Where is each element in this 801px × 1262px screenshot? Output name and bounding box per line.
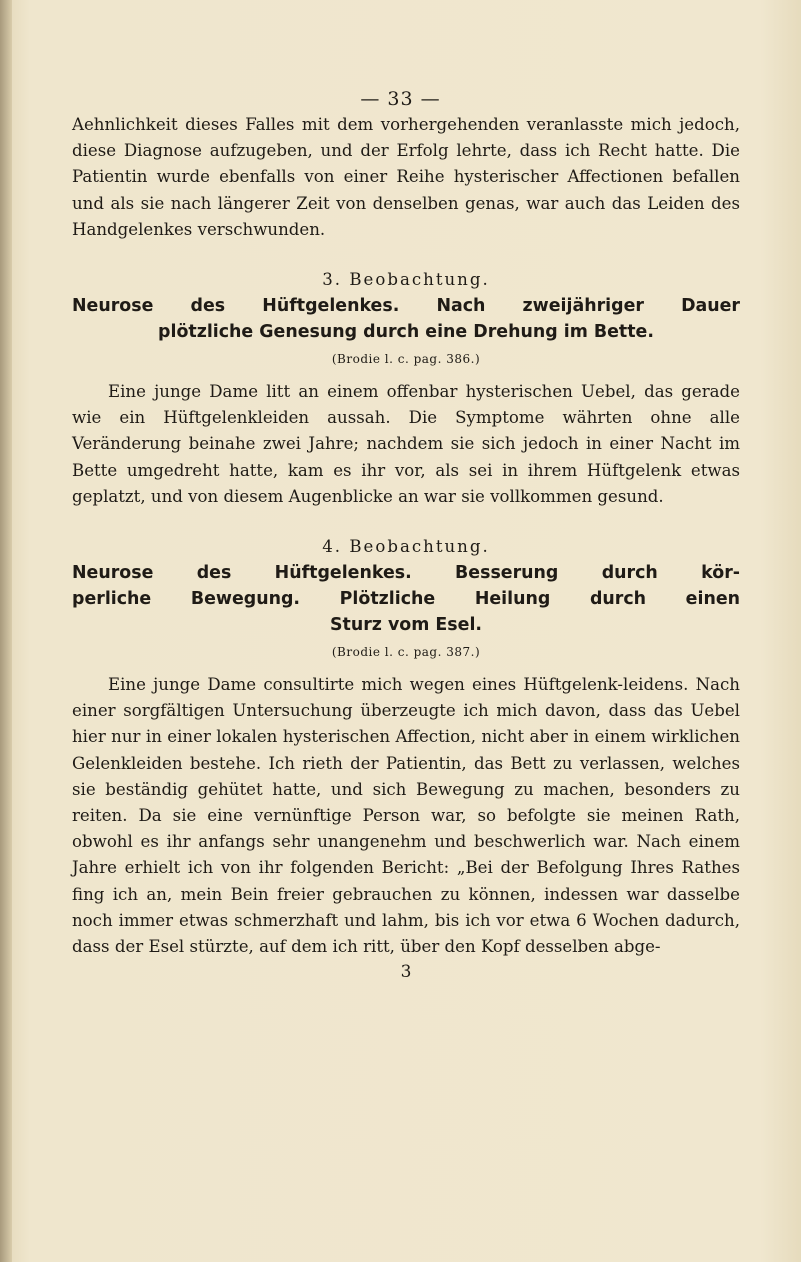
observation-4-title-line1: Neurose des Hüftgelenkes. Besserung durch kör- [72, 563, 740, 584]
observation-4-title-line2: perliche Bewegung. Plötzliche Heilung durch einen [72, 589, 740, 610]
observation-3-reference: (Brodie l. c. pag. 386.) [331, 352, 481, 367]
observation-4-title [72, 560, 740, 638]
page-body [72, 112, 740, 984]
observation-3-title [72, 293, 740, 345]
signature-mark: 3 [400, 962, 412, 983]
observation-3-title-line2: plötzliche Genesung durch eine Drehung im Bette. [158, 322, 654, 343]
observation-4-title-line3: Sturz vom Esel. [329, 615, 483, 636]
observation-4-paragraph: Eine junge Dame consultirte mich wegen eines Hüftgelenk-leidens. Nach einer sorgfältigen Untersuchung überzeugte ich mich davon, dass das Uebel hier nur in einer lokalen hysterischen Affection, nicht aber in einem wirklichen Gelenkleiden bestehe. Ich rieth der Patientin, das Bett zu verlassen, welches sie beständig gehütet hatte, und sich Bewegung zu machen, besonders zu reiten. Da sie eine vernünftige Person war, so befolgte sie meinen Rath, obwohl es ihr anfangs sehr unangenehm und beschwerlich war. Nach einem Jahre erhielt ich von ihr folgenden Bericht: „Bei der Befolgung Ihres Rathes fing ich an, mein Bein freier gebrauchen zu können, indessen war dasselbe noch immer etwas schmerzhaft und lahm, bis ich vor etwa 6 Wochen dadurch, dass der Esel stürzte, auf dem ich ritt, über den Kopf desselben abge- [72, 675, 740, 957]
page-binding-edge [0, 0, 12, 1262]
observation-3-label: 3. Beobachtung. [322, 270, 490, 290]
observation-3-title-line1: Neurose des Hüftgelenkes. Nach zweijähriger Dauer [72, 296, 740, 317]
page-number: — 33 — [360, 88, 441, 110]
observation-4-label: 4. Beobachtung. [322, 537, 490, 557]
intro-paragraph: Aehnlichkeit dieses Falles mit dem vorhergehenden veranlasste mich jedoch, diese Diagnose aufzugeben, und der Erfolg lehrte, dass ich Recht hatte. Die Patientin wurde ebenfalls von einer Reihe hysterischer Affectionen befallen und als sie nach längerer Zeit von denselben genas, war auch das Leiden des Handgelenkes verschwunden. [72, 115, 740, 239]
observation-4-reference: (Brodie l. c. pag. 387.) [331, 645, 481, 660]
observation-3-paragraph: Eine junge Dame litt an einem offenbar hysterischen Uebel, das gerade wie ein Hüftgelenkleiden aussah. Die Symptome währten ohne alle Veränderung beinahe zwei Jahre; nachdem sie sich jedoch in einer Nacht im Bette umgedreht hatte, kam es ihr vor, als sei in ihrem Hüftgelenk etwas geplatzt, und von diesem Augenblicke an war sie vollkommen gesund. [72, 382, 740, 506]
